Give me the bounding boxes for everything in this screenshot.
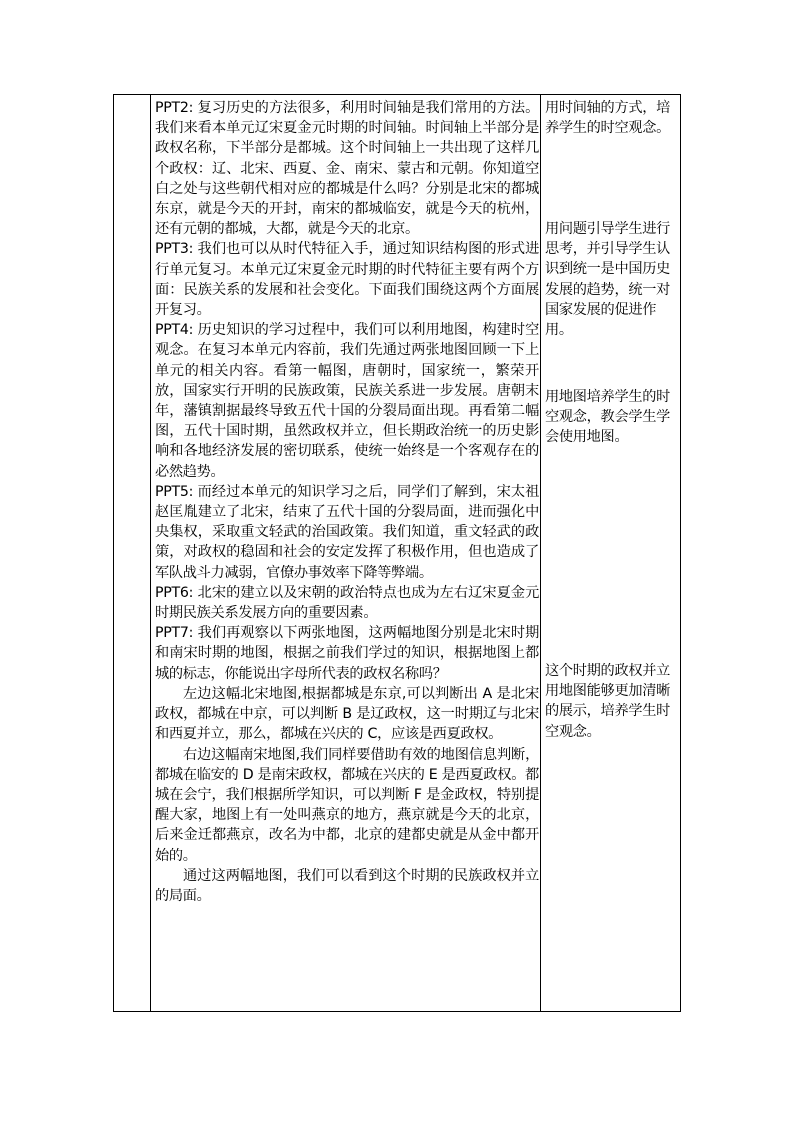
paragraph-ppt2: PPT2: 复习历史的方法很多，利用时间轴是我们常用的方法。我们来看本单元辽宋夏金元时期的时间轴。时间轴上半部分是政权名称，下半部分是都城。这个时间轴上一共出现了这样几个政权：辽、北宋、西夏、金、南宋、蒙古和元朝。你知道空白之处与这些朝代相对应的都城是什么吗？分别是北宋的都城东京，就是今天的开封，南宋的都城临安，就是今天的杭州，还有元朝的都城，大都，就是今天的北京。: [155, 100, 539, 238]
column-divider: [150, 95, 151, 1011]
paragraph-ppt3: PPT3: 我们也可以从时代特征入手，通过知识结构图的形式进行单元复习。本单元辽宋夏金元时期的时代特征主要有两个方面：民族关系的发展和社会变化。下面我们围绕这两个方面展开复习。: [155, 241, 539, 319]
design-note-questions: 用问题引导学生进行思考，并引导学生认识到统一是中国历史发展的趋势，统一对国家发展的促进作用。: [545, 221, 670, 339]
design-note-timeline: 用时间轴的方式，培养学生的时空观念。: [545, 100, 670, 137]
design-note-maps: 用地图培养学生的时空观念，教会学生学会使用地图。: [545, 389, 670, 446]
paragraph-ppt5: PPT5: 而经过本单元的知识学习之后，同学们了解到，宋太祖赵匡胤建立了北宋，结束了五代十国的分裂局面，进而强化中央集权，采取重文轻武的治国政策。我们知道，重文轻武的政策，对政权的稳固和社会的安定发挥了积极作用，但也造成了军队战斗力减弱，官僚办事效率下降等弊端。: [155, 483, 539, 581]
paragraph-north-song-map: 左边这幅北宋地图,根据都城是东京,可以判断出 A 是北宋政权，都城在中京，可以判断 B 是辽政权，这一时期辽与北宋和西夏并立，那么，都城在兴庆的 C，应该是西夏政权。: [155, 685, 539, 743]
column-divider: [540, 95, 541, 1011]
paragraph-conclusion: 通过这两幅地图，我们可以看到这个时期的民族政权并立的局面。: [155, 867, 539, 904]
paragraph-ppt6: PPT6: 北宋的建立以及宋朝的政治特点也成为左右辽宋夏金元时期民族关系发展方向的重要因素。: [155, 584, 539, 622]
paragraph-ppt4: PPT4: 历史知识的学习过程中，我们可以利用地图，构建时空观念。在复习本单元内容前，我们先通过两张地图回顾一下上单元的相关内容。看第一幅图，唐朝时，国家统一，繁荣开放，国家实行开明的民族政策，民族关系进一步发展。唐朝末年，藩镇割据最终导致五代十国的分裂局面出现。再看第二幅图，五代十国时期，虽然政权并立，但长期政治统一的历史影响和各地经济发展的密切联系，使统一始终是一个客观存在的必然趋势。: [155, 322, 539, 480]
design-note-regimes: 这个时期的政权并立用地图能够更加清晰的展示，培养学生时空观念。: [545, 663, 670, 740]
teaching-process-column: [155, 98, 539, 906]
paragraph-ppt7: PPT7: 我们再观察以下两张地图，这两幅地图分别是北宋时期和南宋时期的地图，根据之前我们学过的知识，根据地图上都城的标志，你能说出字母所代表的政权名称吗？: [155, 625, 539, 682]
paragraph-south-song-map: 右边这幅南宋地图,我们同样要借助有效的地图信息判断，都城在临安的 D 是南宋政权，都城在兴庆的 E 是西夏政权。都城在会宁，我们根据所学知识，可以判断 F 是金政权，特别提醒大家，地图上有一处叫燕京的地方，燕京就是今天的北京，后来金迁都燕京，改名为中都，北京的建都史就是从金中都开始的。: [155, 746, 539, 864]
lesson-table: [113, 94, 681, 1012]
